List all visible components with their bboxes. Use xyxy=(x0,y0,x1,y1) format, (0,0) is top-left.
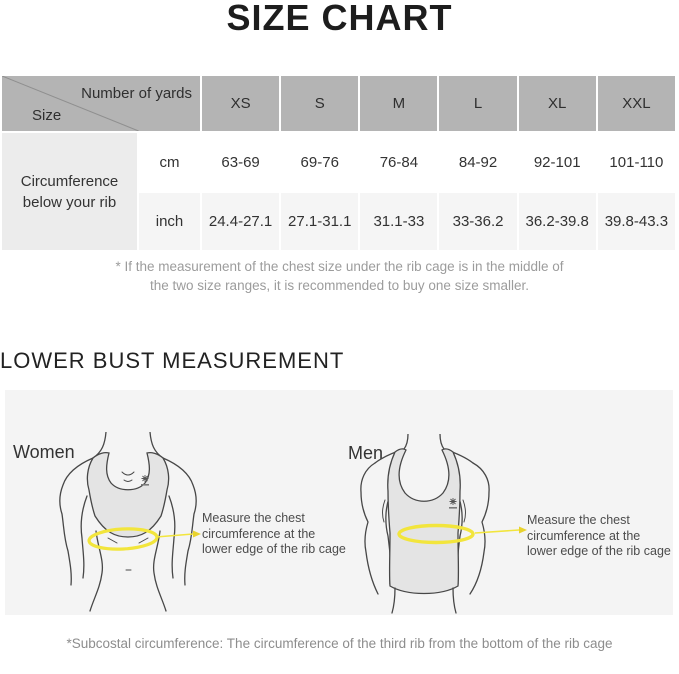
corner-top-label: Number of yards xyxy=(81,85,192,102)
size-table-header-row xyxy=(2,76,675,131)
value-cell: 31.1-33 xyxy=(360,193,437,250)
table-footnote-line2: the two size ranges, it is recommended to buy one size smaller. xyxy=(150,278,529,293)
size-table-corner-cell xyxy=(2,76,200,131)
page-title: SIZE CHART xyxy=(226,0,453,38)
size-col-header-m: M xyxy=(360,76,437,131)
value-cell: 84-92 xyxy=(439,133,516,191)
women-note-line1: Measure the chest xyxy=(202,511,305,525)
measurement-diagram-panel xyxy=(5,390,673,615)
women-note-line3: lower edge of the rib cage xyxy=(202,542,346,556)
value-cell: 92-101 xyxy=(519,133,596,191)
size-col-header-l: L xyxy=(439,76,516,131)
corner-bottom-label: Size xyxy=(32,107,62,124)
value-cell: 33-36.2 xyxy=(439,193,516,250)
unit-cell-cm: cm xyxy=(139,133,200,191)
row-header-cell xyxy=(2,133,137,250)
men-note-line2: circumference at the xyxy=(527,528,641,543)
section-heading: LOWER BUST MEASUREMENT xyxy=(0,348,345,373)
row-header-line1: Circumference xyxy=(20,172,119,190)
table-footnote xyxy=(0,257,679,295)
value-cell: 69-76 xyxy=(281,133,358,191)
men-figure-illustration xyxy=(355,434,540,615)
value-cell: 27.1-31.1 xyxy=(281,193,358,250)
subcostal-footnote: *Subcostal circumference: The circumference of the third rib from the bottom of the rib cage xyxy=(66,636,613,651)
value-cell: 39.8-43.3 xyxy=(598,193,675,250)
women-figure-label: Women xyxy=(13,442,75,462)
size-col-header-s: S xyxy=(281,76,358,131)
unit-cell-inch: inch xyxy=(139,193,200,250)
women-leader-arrow-icon xyxy=(156,531,201,538)
women-note-line2: circumference at the xyxy=(202,526,316,541)
value-cell: 63-69 xyxy=(202,133,279,191)
value-cell: 24.4-27.1 xyxy=(202,193,279,250)
value-cell: 36.2-39.8 xyxy=(519,193,596,250)
women-measurement-note xyxy=(202,511,354,558)
size-row-cm xyxy=(2,133,675,191)
size-col-header-xxl: XXL xyxy=(598,76,675,131)
size-col-header-xs: XS xyxy=(202,76,279,131)
men-figure-label: Men xyxy=(348,443,384,463)
size-col-header-xl: XL xyxy=(519,76,596,131)
row-header-line2: below your rib xyxy=(22,193,117,211)
size-table xyxy=(0,74,677,252)
men-note-line3: lower edge of the rib cage xyxy=(527,544,671,558)
men-measurement-note xyxy=(527,513,679,560)
men-note-line1: Measure the chest xyxy=(527,513,630,527)
table-footnote-line1: * If the measurement of the chest size under the rib cage is in the middle of xyxy=(115,259,564,274)
value-cell: 101-110 xyxy=(598,133,675,191)
value-cell: 76-84 xyxy=(360,133,437,191)
